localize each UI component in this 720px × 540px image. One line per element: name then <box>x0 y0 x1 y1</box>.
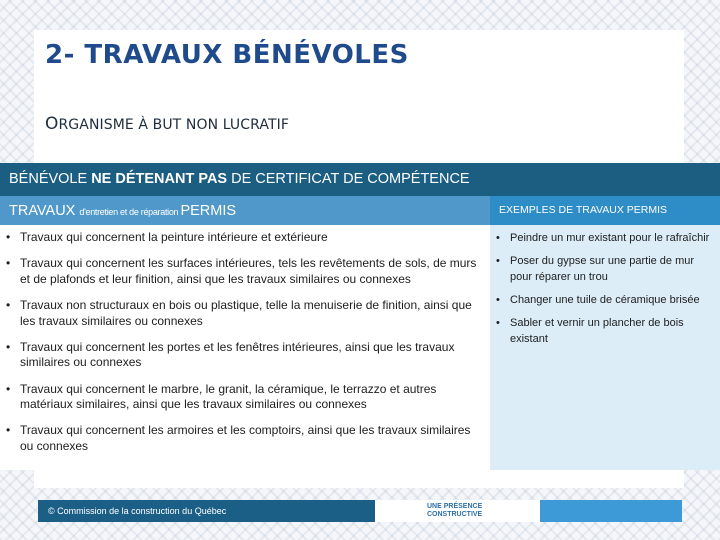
header-part-2-bold: NE DÉTENANT PAS <box>91 171 228 187</box>
allowed-works-header-part-2: d'entretien et de réparation <box>79 207 181 217</box>
page-subtitle <box>45 114 289 134</box>
allowed-works-header <box>0 196 490 225</box>
page-title: 2- TRAVAUX BÉNÉVOLES <box>45 40 409 70</box>
examples-list <box>490 225 720 347</box>
list-item: • Travaux qui concernent le marbre, le granit, la céramique, le terrazzo et autres matériaux similaires, ainsi que les travaux similaires ou connexes <box>0 382 490 413</box>
list-item: • Sabler et vernir un plancher de bois existant <box>490 315 720 347</box>
allowed-works-header-part-1: TRAVAUX <box>9 203 80 219</box>
subtitle-first-letter: O <box>45 114 59 134</box>
footer-bar <box>38 500 682 522</box>
list-item: • Peindre un mur existant pour le rafraîchir <box>490 230 720 246</box>
footer-copyright: © Commission de la construction du Québec <box>38 500 375 522</box>
footer-slogan-logo <box>375 500 540 522</box>
allowed-works-list <box>0 225 490 454</box>
footer-accent-block <box>540 500 682 522</box>
list-item: • Travaux qui concernent les portes et les fenêtres intérieures, ainsi que les travaux similaires ou connexes <box>0 340 490 371</box>
list-item: • Poser du gypse sur une partie de mur pour réparer un trou <box>490 253 720 285</box>
header-part-3: DE CERTIFICAT DE COMPÉTENCE <box>227 171 470 187</box>
footer-slogan-line-1: UNE PRÉSENCE <box>427 503 483 510</box>
section-header-band <box>0 163 720 196</box>
list-item: • Travaux qui concernent les surfaces intérieures, tels les revêtements de sols, de murs et de plafonds et leur finition, ainsi que les travaux similaires ou connexes <box>0 256 490 287</box>
list-item: • Changer une tuile de céramique brisée <box>490 292 720 308</box>
examples-header: EXEMPLES DE TRAVAUX PERMIS <box>490 196 720 225</box>
list-item: • Travaux qui concernent la peinture intérieure et extérieure <box>0 230 490 246</box>
works-table <box>0 196 720 470</box>
examples-column <box>490 196 720 470</box>
list-item: • Travaux non structuraux en bois ou plastique, telle la menuiserie de finition, ainsi que les travaux similaires ou connexes <box>0 298 490 329</box>
list-item: • Travaux qui concernent les armoires et les comptoirs, ainsi que les travaux similaires ou connexes <box>0 423 490 454</box>
allowed-works-header-part-3: PERMIS <box>180 203 237 219</box>
header-part-1: BÉNÉVOLE <box>9 171 92 187</box>
footer-slogan-line-2: CONSTRUCTIVE <box>427 511 483 518</box>
allowed-works-column <box>0 196 490 470</box>
subtitle-rest: RGANISME À BUT NON LUCRATIF <box>58 117 290 133</box>
